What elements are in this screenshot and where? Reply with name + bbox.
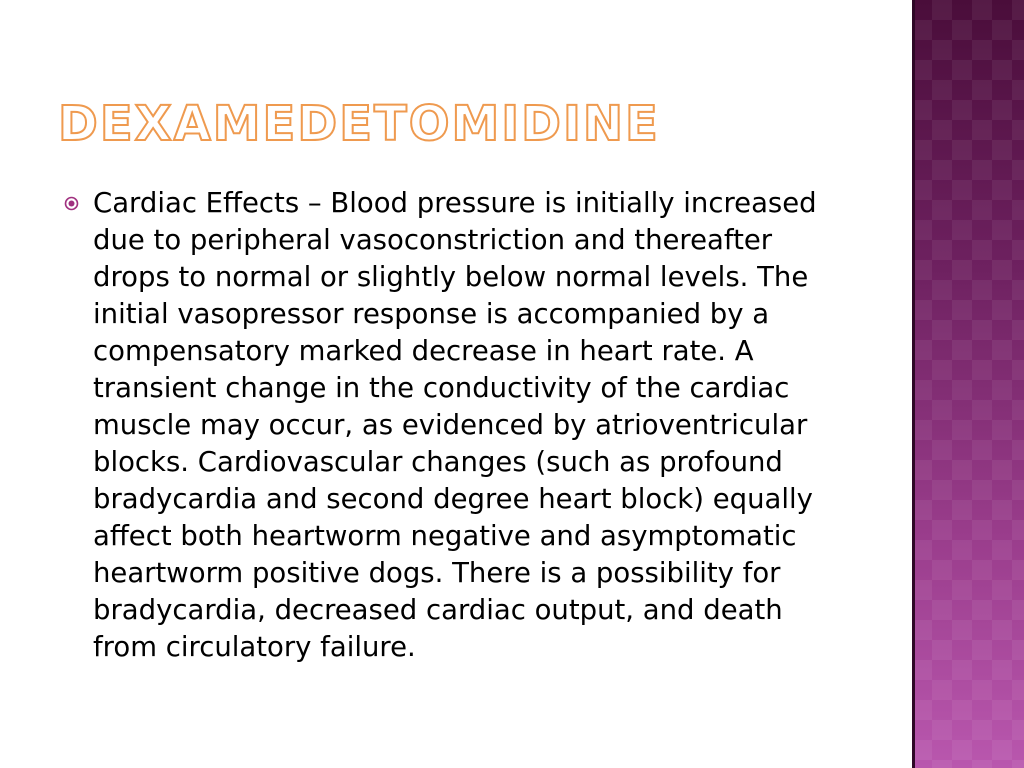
side-band-edge	[912, 0, 915, 768]
bullet-text: Cardiac Effects – Blood pressure is initially increased due to peripheral vasoconstriction and thereafter drops to normal or slightly below normal levels. The initial vasopressor response is accompanied by a compensatory marked decrease in heart rate. A transient change in the conductivity of the cardiac muscle may occur, as evidenced by atrioventricular blocks. Cardiovascular changes (such as profound bradycardia and second degree heart block) equally affect both heartworm negative and asymptomatic heartworm positive dogs. There is a possibility for bradycardia, decreased cardiac output, and death from circulatory failure.	[93, 187, 817, 663]
decorative-side-band	[912, 0, 1024, 768]
slide-title: DEXAMEDETOMIDINE	[58, 96, 660, 152]
circle-bullet-icon	[64, 196, 79, 211]
bullet-item	[64, 185, 854, 666]
slide-body	[64, 185, 854, 666]
